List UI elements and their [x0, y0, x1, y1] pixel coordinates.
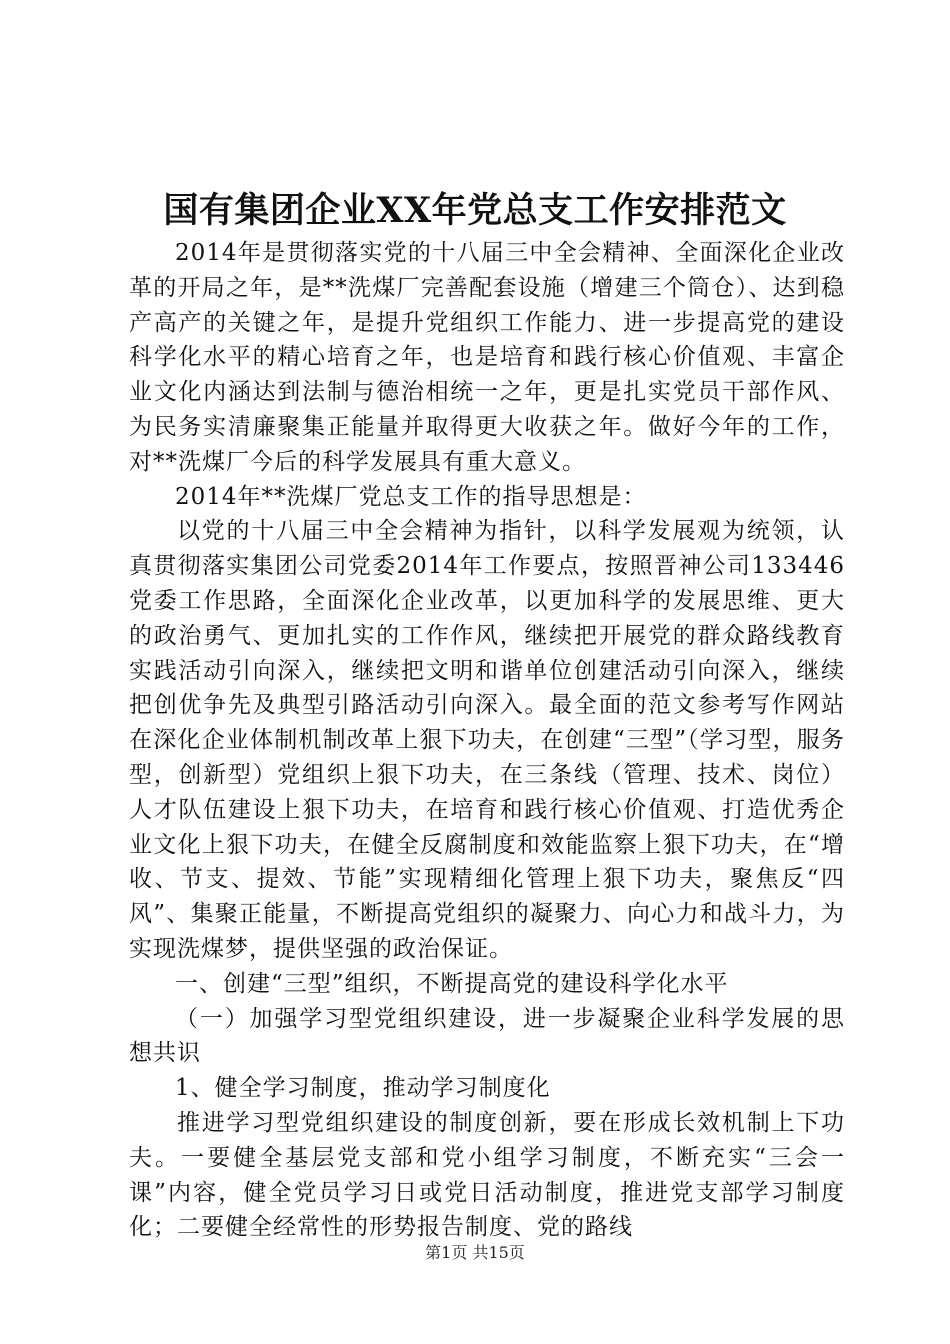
paragraph-intro: 2014年是贯彻落实党的十八届三中全会精神、全面深化企业改革的开局之年，是**洗煤厂完善配套设施（增建三个筒仓）、达到稳产高产的关键之年，是提升党组织工作能力、进一步提高党的建设科学化水平的精心培育之年，也是培育和践行核心价值观、丰富企业文化内涵达到法制与德治相统一之年，更是扎实党员干部作风、为民务实清廉聚集正能量并取得更大收获之年。做好今年的工作，对**洗煤厂今后的科学发展具有重大意义。: [129, 240, 845, 475]
item-heading-1: 1、健全学习制度，推动学习制度化: [175, 1075, 551, 1102]
document-body: [129, 236, 845, 1245]
paragraph-guiding-thought-heading: 2014年**洗煤厂党总支工作的指导思想是：: [175, 483, 647, 510]
section-heading-1: 一、创建“三型”组织，不断提高党的建设科学化水平: [175, 970, 729, 997]
document-title: 国有集团企业XX年党总支工作安排范文: [163, 190, 787, 231]
paragraph-learning-system: 推进学习型党组织建设的制度创新，要在形成长效机制上下功夫。一要健全基层党支部和党小组学习制度，不断充实“三会一课”内容，健全党员学习日或党日活动制度，推进党支部学习制度化；二要健全经常性的形势报告制度、党的路线: [129, 1109, 845, 1241]
paragraph-guiding-thought: 以党的十八届三中全会精神为指针，以科学发展观为统领，认真贯彻落实集团公司党委2014年工作要点，按照晋神公司133446党委工作思路，全面深化企业改革，以更加科学的发展思维、更大的政治勇气、更加扎实的工作作风，继续把开展党的群众路线教育实践活动引向深入，继续把文明和谐单位创建活动引向深入，继续把创优争先及典型引路活动引向深入。最全面的范文参考写作网站在深化企业体制机制改革上狠下功夫，在创建“三型”（学习型，服务型，创新型）党组织上狠下功夫，在三条线（管理、技术、岗位）人才队伍建设上狠下功夫，在培育和践行核心价值观、打造优秀企业文化上狠下功夫，在健全反腐制度和效能监察上狠下功夫，在“增收、节支、提效、节能”实现精细化管理上狠下功夫，聚焦反“四风”、集聚正能量，不断提高党组织的凝聚力、向心力和战斗力，为实现洗煤梦，提供坚强的政治保证。: [129, 518, 845, 962]
subsection-heading-1-1: （一）加强学习型党组织建设，进一步凝聚企业科学发展的思想共识: [129, 1005, 845, 1067]
page-number-footer: 第1页 共15页: [425, 1243, 525, 1262]
